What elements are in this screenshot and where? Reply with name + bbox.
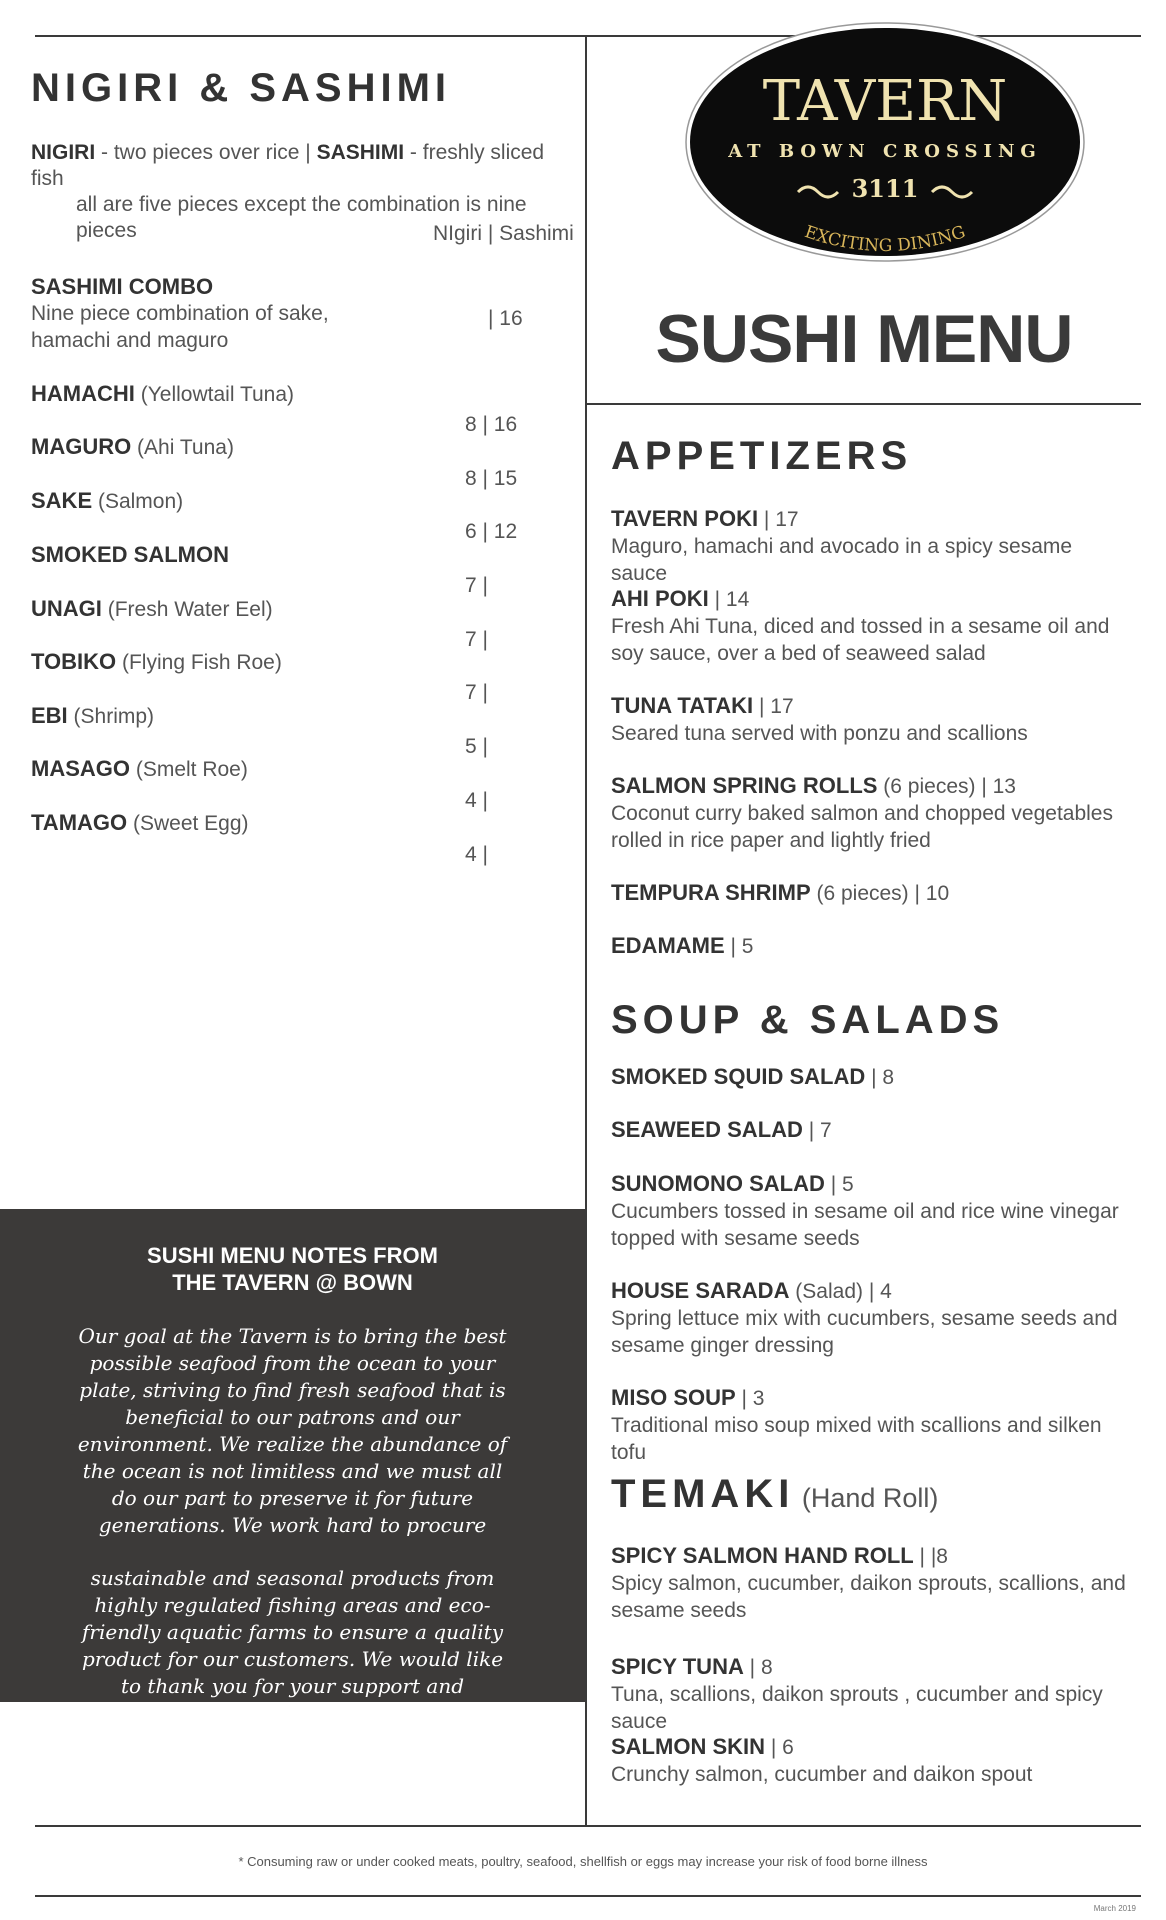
temaki-subtitle: (Hand Roll) — [794, 1483, 939, 1513]
item-price: | 14 — [708, 588, 750, 611]
menu-item — [611, 1116, 1131, 1144]
item-price: | 4 — [863, 1280, 892, 1303]
temaki-title-text: TEMAKI — [611, 1472, 795, 1516]
item-desc: Seared tuna served with ponzu and scallions — [611, 722, 1028, 745]
item-price: 8 | 16 — [465, 413, 518, 436]
sushi-notes-box — [0, 1209, 585, 1725]
sushi-item — [31, 809, 249, 837]
item-price: 5 | — [465, 735, 488, 758]
item-price: 7 | — [465, 574, 488, 597]
item-desc: Spring lettuce mix with cucumbers, sesame seeds and sesame ginger dressing — [611, 1307, 1118, 1357]
item-name: AHI POKI — [611, 586, 709, 611]
sashimi-combo-item — [31, 273, 329, 354]
item-qualifier: (6 pieces) — [877, 775, 976, 798]
item-name: SMOKED SQUID SALAD — [611, 1064, 866, 1089]
notes-body — [73, 1323, 513, 1727]
menu-item — [611, 1170, 1131, 1252]
sashimi-desc: - freshly sliced fish — [31, 141, 545, 190]
item-price: | 6 — [765, 1736, 794, 1759]
item-desc: Fresh Ahi Tuna, diced and tossed in a sesame oil and soy sauce, over a bed of seaweed salad — [611, 615, 1110, 665]
item-name: SASHIMI COMBO — [31, 274, 214, 299]
menu-item — [611, 772, 1131, 854]
item-desc: (Salmon) — [92, 490, 184, 513]
sushi-item — [31, 702, 154, 730]
logo-subtitle: AT BOWN CROSSING — [728, 141, 1042, 162]
item-price: | 5 — [724, 935, 754, 958]
menu-item — [611, 585, 1131, 667]
item-desc: (Flying Fish Roe) — [116, 651, 282, 674]
logo-name: TAVERN — [762, 69, 1008, 134]
item-desc: (Fresh Water Eel) — [101, 598, 273, 621]
item-name: TAMAGO — [31, 810, 128, 835]
sushi-item — [31, 595, 273, 623]
item-desc: hamachi and maguro — [31, 329, 229, 352]
item-qualifier: (6 pieces) — [810, 882, 909, 905]
item-price: | 10 — [908, 882, 950, 905]
notes-paragraph-2: sustainable and seasonal products from highly regulated fishing areas and eco-friendly aquatic farms to ensure a quality product for our customers. We would like to thank you for your support and patronage. — [81, 1566, 504, 1725]
menu-item — [611, 932, 1131, 960]
food-safety-disclaimer: * Consuming raw or under cooked meats, poultry, seafood, shellfish or eggs may increase your risk of food borne illness — [238, 1854, 928, 1869]
notes-title-line2: THE TAVERN @ BOWN — [172, 1270, 413, 1295]
menu-item — [611, 1277, 1131, 1359]
item-desc: Crunchy salmon, cucumber and daikon spout — [611, 1763, 1033, 1786]
item-price: | 13 — [975, 775, 1016, 798]
intro-separator: | — [305, 141, 311, 164]
item-price: | 8 — [865, 1066, 895, 1089]
item-desc: Coconut curry baked salmon and chopped vegetables rolled in rice paper and lightly fried — [611, 802, 1113, 852]
item-name: TAVERN POKI — [611, 506, 759, 531]
item-name: TOBIKO — [31, 649, 117, 674]
item-name: EBI — [31, 703, 68, 728]
notes-paragraph-1: Our goal at the Tavern is to bring the best possible seafood from the ocean to your plate, striving to find fresh seafood that is beneficial to our patrons and our environment. We realize the abundance of the ocean is not limitless and we must all do our part to preserve it for future generations. We work hard to procure — [77, 1324, 508, 1537]
item-price: 8 | 15 — [465, 467, 518, 490]
footer-divider-top — [35, 1825, 1141, 1827]
sashimi-combo-price: | 16 — [488, 307, 523, 330]
item-name: MASAGO — [31, 756, 130, 781]
item-name: TEMPURA SHRIMP — [611, 880, 811, 905]
item-price: | 7 — [802, 1119, 832, 1142]
notes-title — [0, 1242, 585, 1296]
item-price: | 8 — [743, 1656, 773, 1679]
appetizers-title: APPETIZERS — [611, 434, 913, 478]
item-desc: Cucumbers tossed in sesame oil and rice wine vinegar topped with sesame seeds — [611, 1200, 1119, 1250]
item-desc: (Yellowtail Tuna) — [134, 383, 295, 406]
menu-date: March 2019 — [1093, 1904, 1136, 1913]
item-desc: Spicy salmon, cucumber, daikon sprouts, scallions, and sesame seeds — [611, 1572, 1126, 1622]
item-price: | 17 — [758, 508, 799, 531]
item-name: HOUSE SARADA — [611, 1278, 790, 1303]
item-price: 4 | — [465, 789, 488, 812]
item-price: 4 | — [465, 843, 488, 866]
tavern-logo — [683, 20, 1087, 265]
item-qualifier: (Salad) — [789, 1280, 863, 1303]
page-title: SUSHI MENU — [655, 301, 1073, 377]
item-name: MISO SOUP — [611, 1385, 736, 1410]
sushi-item — [31, 433, 234, 461]
item-price: | 5 — [824, 1173, 854, 1196]
item-price: | |8 — [913, 1545, 948, 1568]
item-name: SUNOMONO SALAD — [611, 1171, 825, 1196]
header-divider — [587, 403, 1141, 405]
item-name: SPICY TUNA — [611, 1654, 744, 1679]
price-column-headers: NIgiri | Sashimi — [433, 222, 574, 245]
menu-item — [611, 692, 1131, 747]
item-name: EDAMAME — [611, 933, 725, 958]
temaki-title — [611, 1472, 938, 1517]
nigiri-section-title: NIGIRI & SASHIMI — [31, 66, 452, 110]
item-name: SALMON SPRING ROLLS — [611, 773, 878, 798]
menu-item — [611, 879, 1131, 907]
item-name: SEAWEED SALAD — [611, 1117, 803, 1142]
menu-item — [611, 1063, 1131, 1091]
item-name: SALMON SKIN — [611, 1734, 765, 1759]
menu-item — [611, 1542, 1131, 1624]
menu-item — [611, 1733, 1131, 1788]
item-price: 7 | — [465, 681, 488, 704]
item-name: SAKE — [31, 488, 93, 513]
nigiri-label: NIGIRI — [31, 141, 96, 164]
item-desc: (Ahi Tuna) — [131, 436, 234, 459]
menu-item — [611, 1653, 1131, 1735]
item-desc: Traditional miso soup mixed with scallions and silken tofu — [611, 1414, 1102, 1464]
item-price: | 17 — [753, 695, 794, 718]
item-price: 7 | — [465, 628, 488, 651]
menu-item — [611, 505, 1131, 587]
item-desc: (Sweet Egg) — [127, 812, 249, 835]
item-name: SPICY SALMON HAND ROLL — [611, 1543, 914, 1568]
item-desc: Tuna, scallions, daikon sprouts , cucumber and spicy sauce — [611, 1683, 1103, 1733]
item-desc: Maguro, hamachi and avocado in a spicy sesame sauce — [611, 535, 1073, 585]
sushi-item — [31, 648, 282, 676]
item-name: TUNA TATAKI — [611, 693, 754, 718]
item-name: MAGURO — [31, 434, 132, 459]
notes-title-line1: SUSHI MENU NOTES FROM — [147, 1243, 438, 1268]
sushi-item — [31, 541, 229, 569]
footer-divider-bottom — [35, 1895, 1141, 1897]
sushi-item — [31, 755, 248, 783]
logo-tagline-text: EXCITING DINING — [801, 222, 969, 257]
item-name: UNAGI — [31, 596, 102, 621]
sushi-item — [31, 487, 183, 515]
item-price: 6 | 12 — [465, 520, 518, 543]
item-price: | 3 — [735, 1387, 765, 1410]
item-name: HAMACHI — [31, 381, 135, 406]
menu-item — [611, 1384, 1131, 1466]
nigiri-desc: - two pieces over rice — [95, 141, 306, 164]
item-desc: Nine piece combination of sake, — [31, 302, 329, 325]
item-desc: (Smelt Roe) — [130, 758, 248, 781]
sushi-item — [31, 380, 294, 408]
nigiri-intro-line2: all are five pieces except the combination is nine pieces — [76, 193, 527, 242]
item-desc: (Shrimp) — [67, 705, 155, 728]
soup-salads-title: SOUP & SALADS — [611, 998, 1005, 1042]
item-name: SMOKED SALMON — [31, 542, 229, 567]
sashimi-label: SASHIMI — [316, 141, 405, 164]
logo-number: 3111 — [851, 174, 919, 203]
